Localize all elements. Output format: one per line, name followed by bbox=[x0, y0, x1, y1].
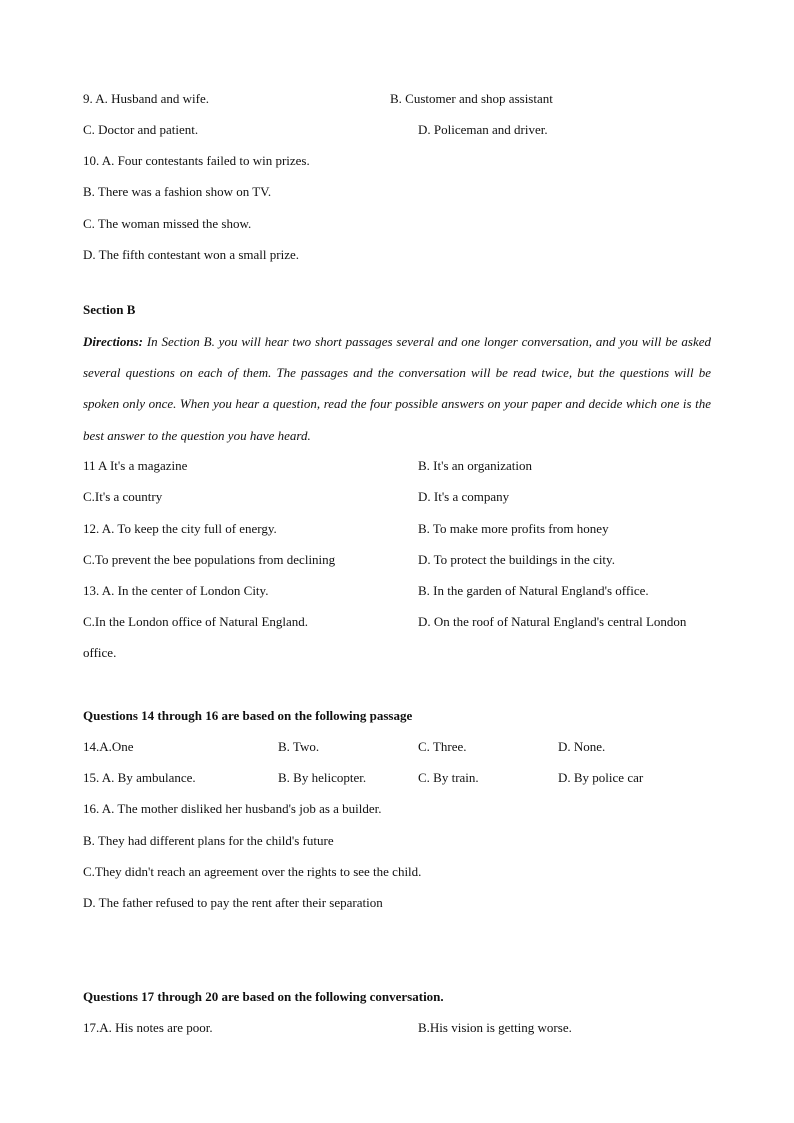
q15-option-a: 15. A. By ambulance. bbox=[83, 770, 196, 785]
q12-option-c: C.To prevent the bee populations from declining bbox=[83, 552, 336, 567]
q11-option-d: D. It's a company bbox=[418, 489, 510, 504]
q13-option-b: B. In the garden of Natural England's office. bbox=[418, 583, 649, 598]
q17-option-a: 17.A. His notes are poor. bbox=[83, 1020, 213, 1035]
q11-option-c: C.It's a country bbox=[83, 489, 163, 504]
q17-option-b: B.His vision is getting worse. bbox=[418, 1020, 572, 1035]
q12-option-a: 12. A. To keep the city full of energy. bbox=[83, 521, 277, 536]
q16-option-a: 16. A. The mother disliked her husband's job as a builder. bbox=[83, 801, 382, 816]
q15-option-b: B. By helicopter. bbox=[278, 770, 367, 785]
q10-option-d: D. The fifth contestant won a small prize. bbox=[83, 247, 300, 262]
q16-option-d: D. The father refused to pay the rent after their separation bbox=[83, 895, 383, 910]
heading-questions-17-20: Questions 17 through 20 are based on the following conversation. bbox=[83, 989, 444, 1004]
q13-option-c: C.In the London office of Natural England. bbox=[83, 614, 309, 629]
q12-option-d: D. To protect the buildings in the city. bbox=[418, 552, 615, 567]
q15-option-c: C. By train. bbox=[418, 770, 479, 785]
q14-option-b: B. Two. bbox=[278, 739, 320, 754]
section-b-directions bbox=[83, 326, 711, 451]
directions-text: In Section B. you will hear two short passages several and one longer conversation, and you will be asked several questions on each of them. The passages and the conversation will be read twice, but the questions will be spoken only once. When you hear a question, read the four possible answers on your paper and decide which one is the best answer to the question you have heard. bbox=[83, 334, 711, 443]
q9-option-c: C. Doctor and patient. bbox=[83, 122, 199, 137]
section-b-title: Section B bbox=[83, 302, 136, 317]
q10-option-a: 10. A. Four contestants failed to win prizes. bbox=[83, 153, 310, 168]
q11-option-a: 11 A It's a magazine bbox=[83, 458, 188, 473]
directions-label: Directions: bbox=[83, 334, 143, 349]
q10-option-b: B. There was a fashion show on TV. bbox=[83, 184, 272, 199]
q9-option-d: D. Policeman and driver. bbox=[418, 122, 548, 137]
q15-option-d: D. By police car bbox=[558, 770, 644, 785]
q9-option-b: B. Customer and shop assistant bbox=[390, 91, 553, 106]
q11-option-b: B. It's an organization bbox=[418, 458, 533, 473]
heading-questions-14-16: Questions 14 through 16 are based on the following passage bbox=[83, 708, 413, 723]
q13-option-a: 13. A. In the center of London City. bbox=[83, 583, 269, 598]
q12-option-b: B. To make more profits from honey bbox=[418, 521, 609, 536]
q13-option-d-continued: office. bbox=[83, 645, 117, 660]
q9-option-a: 9. A. Husband and wife. bbox=[83, 91, 210, 106]
q10-option-c: C. The woman missed the show. bbox=[83, 216, 252, 231]
q14-option-c: C. Three. bbox=[418, 739, 467, 754]
q14-option-d: D. None. bbox=[558, 739, 606, 754]
q13-option-d: D. On the roof of Natural England's central London bbox=[418, 614, 687, 629]
q14-option-a: 14.A.One bbox=[83, 739, 134, 754]
q16-option-b: B. They had different plans for the child's future bbox=[83, 833, 334, 848]
q16-option-c: C.They didn't reach an agreement over the rights to see the child. bbox=[83, 864, 422, 879]
